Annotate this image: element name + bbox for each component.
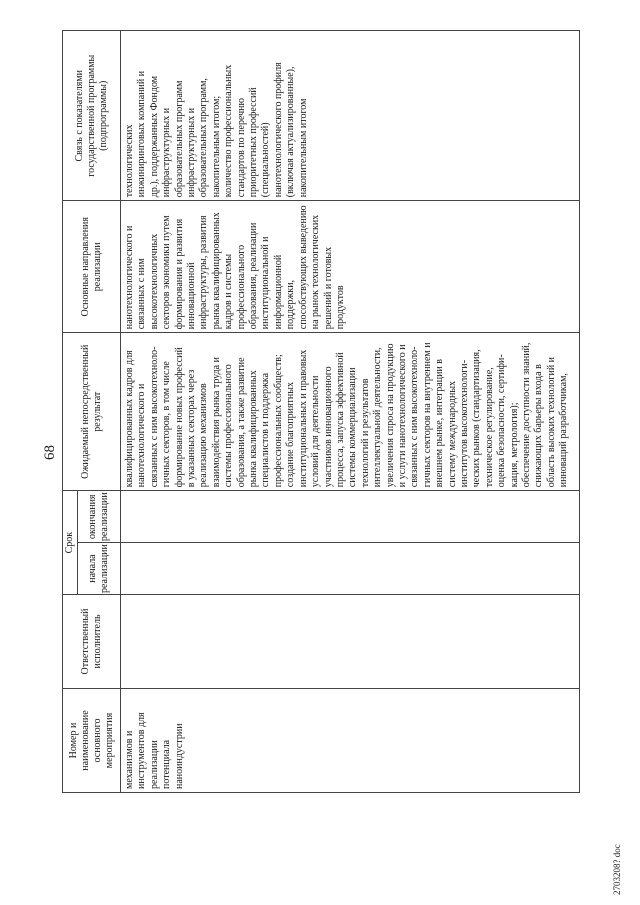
- cell-executor: [121, 595, 580, 689]
- header-expected-result: Ожидаемый непосредственный результат: [63, 333, 121, 491]
- header-main-activity: Номер и наименование основного мероприятия: [63, 689, 121, 793]
- header-term-end: окончания реализации: [78, 491, 121, 543]
- table-row: [121, 31, 580, 793]
- header-main-directions: Основные направления реализации: [63, 201, 121, 333]
- cell-term-end: [121, 491, 580, 543]
- cell-term-start: [121, 543, 580, 595]
- cell-main-activity: механизмов и инструментов для реализации потенциала наноиндустрии: [121, 689, 580, 793]
- cell-program-indicators: технологических инжиниринговых компаний и др.), поддержанных Фондом инфраструктурных и образовательных программ инфраструктурных и образовательных программ, накопительным итогом; количество профессиональных стандартов по перечню приоритетных профессий (специальностей) нанотехнологического профиля (включая актуализированные), накопительным итогом: [121, 31, 580, 201]
- cell-expected-result: квалифицированных кадров для нанотехнологического и связанных с ним высокотехноло- гичных секторов, в том числе формирование новых профессий в указанных секторах через реализацию механизмов взаимодействия рынка труда и системы профессионального образования, а также развитие рынка квалифицированных специалистов и поддержка профессиональных сообществ; создание благоприятных институциональных и правовых условий для деятельности участников инновационного процесса, запуска эффективной системы коммерциализации технологий и результатов интеллектуальной деятельности, увеличения спроса на продукцию и услуги нанотехнологического и связанных с ним высокотехноло- гичных секторов на внутреннем и внешнем рынке, интеграции в систему международных институтов высокотехнологи- ческих рынков (стандартизация, техническое регулирование, оценка безопасности, сертифи- кация, метрология); обеспечение доступности знаний, снижающих барьеры входа в область высоких технологий и инноваций разработчикам,: [121, 333, 580, 491]
- header-term-start: начала реализации: [78, 543, 121, 595]
- header-row: [63, 31, 78, 793]
- header-term: Срок: [63, 491, 78, 595]
- program-table: [62, 30, 580, 793]
- header-program-indicators: Связь с показателями государственной программы (подпрограммы): [63, 31, 121, 201]
- cell-main-directions: нанотехнологического и связанных с ним высокотехнологичных секторов экономики путем формирования и развития инновационной инфраструктуры, развития рынка квалифицированных кадров и системы профессионального образования, реализации институциональной и информационной поддержки, способствующих выведению на рынок технологических решений и готовых продуктов: [121, 201, 580, 333]
- page-number: 68: [42, 445, 58, 460]
- header-executor: Ответственный исполнитель: [63, 595, 121, 689]
- document-id: 2703208? doc: [612, 844, 622, 895]
